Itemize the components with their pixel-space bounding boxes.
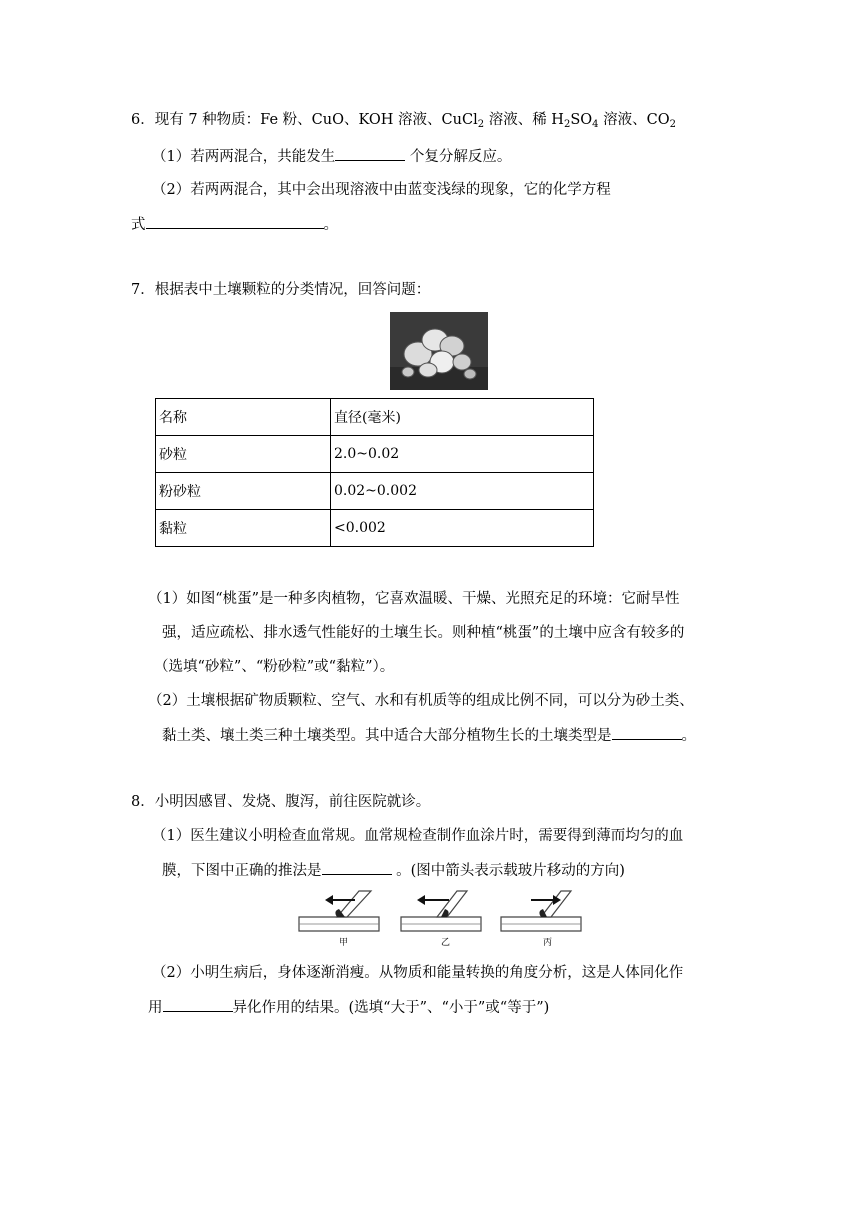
table-row bbox=[156, 473, 594, 510]
q6-part2-line2 bbox=[131, 214, 338, 235]
q8-part2-line2 bbox=[148, 997, 549, 1018]
q8-part2-text-post: 异化作用的结果。(选填“大于”、“小于”或“等于”) bbox=[232, 1000, 550, 1016]
q8-number: 8． bbox=[131, 794, 155, 810]
succulent-plant-photo bbox=[390, 312, 488, 390]
figure-label-yi: 乙 bbox=[441, 938, 451, 948]
slide-figure-bing bbox=[501, 891, 581, 948]
q6-stem-text-4: 溶液、CO bbox=[598, 112, 670, 128]
q6-part1-text-post: 个复分解反应。 bbox=[405, 149, 512, 165]
q7-number: 7． bbox=[131, 282, 155, 298]
q6-part2-text: 式 bbox=[131, 217, 146, 233]
q6-part1-answer-blank[interactable] bbox=[335, 146, 405, 161]
table-cell-name: 砂粒 bbox=[156, 436, 331, 473]
table-cell-name: 黏粒 bbox=[156, 510, 331, 547]
q8-part2-answer-blank[interactable] bbox=[163, 997, 233, 1012]
q8-stem-text: 小明因感冒、发烧、腹泻，前往医院就诊。 bbox=[154, 794, 431, 810]
q8-part1-text: 膜，下图中正确的推法是 bbox=[162, 863, 322, 879]
q6-part1 bbox=[152, 146, 511, 167]
figure-label-bing: 丙 bbox=[543, 938, 553, 948]
q7-part2-text-post: 。 bbox=[681, 728, 696, 744]
q6-part1-text: （1）若两两混合，共能发生 bbox=[152, 149, 336, 165]
slide-figure-yi bbox=[401, 891, 481, 948]
q7-stem bbox=[131, 280, 430, 300]
q6-part2-text-post: 。 bbox=[323, 217, 338, 233]
q7-part1-line3: （选填“砂粒”、“粉砂粒”或“黏粒”）。 bbox=[154, 659, 395, 675]
table-row bbox=[156, 510, 594, 547]
table-header-row bbox=[156, 399, 594, 436]
q7-part2-line2 bbox=[162, 725, 696, 746]
q6-stem-text-1: 现有 7 种物质：Fe 粉、CuO、KOH 溶液、CuCl bbox=[154, 112, 478, 128]
q6-stem-text-2: 溶液、稀 H bbox=[484, 112, 564, 128]
soil-particle-table bbox=[155, 398, 594, 547]
q6-part2-answer-blank[interactable] bbox=[146, 214, 324, 229]
q8-part1-line1: （1）医生建议小明检查血常规。血常规检查制作血涂片时，需要得到薄而均匀的血 bbox=[152, 828, 684, 844]
q7-part1-line1: （1）如图“桃蛋”是一种多肉植物，它喜欢温暖、干燥、光照充足的环境：它耐旱性 bbox=[148, 591, 680, 607]
slide-figure-jia bbox=[299, 891, 379, 948]
q7-part2-text: 黏土类、壤土类三种土壤类型。其中适合大部分植物生长的土壤类型是 bbox=[162, 728, 612, 744]
q7-stem-text: 根据表中土壤颗粒的分类情况，回答问题： bbox=[154, 282, 431, 298]
q7-part2-line1: （2）土壤根据矿物质颗粒、空气、水和有机质等的组成比例不同，可以分为砂土类、 bbox=[148, 693, 694, 709]
q6-sub-4: 2 bbox=[669, 119, 677, 130]
q6-sub-1: 2 bbox=[477, 119, 485, 130]
table-row bbox=[156, 436, 594, 473]
q7-part1-line2: 强，适应疏松、排水透气性能好的土壤生长。则种植“桃蛋”的土壤中应含有较多的 bbox=[162, 625, 685, 641]
q8-part2-line1: （2）小明生病后，身体逐渐消瘦。从物质和能量转换的角度分析，这是人体同化作 bbox=[152, 965, 684, 981]
q8-stem bbox=[131, 792, 430, 812]
q8-part1-text-post: 。(图中箭头表示载玻片移动的方向) bbox=[391, 863, 625, 879]
q6-stem bbox=[131, 110, 676, 130]
q6-sub-2: 2 bbox=[563, 119, 571, 130]
q7-part2-answer-blank[interactable] bbox=[612, 725, 682, 740]
q6-number: 6． bbox=[131, 112, 155, 128]
q8-part2-text: 用 bbox=[148, 1000, 163, 1016]
q8-part1-answer-blank[interactable] bbox=[322, 860, 392, 875]
q6-sub-3: 4 bbox=[592, 119, 599, 130]
table-cell-diameter: 2.0~0.02 bbox=[331, 436, 594, 473]
figure-label-jia: 甲 bbox=[339, 938, 349, 948]
table-cell-name: 粉砂粒 bbox=[156, 473, 331, 510]
blood-smear-figure bbox=[297, 887, 583, 949]
table-header-cell: 名称 bbox=[156, 399, 331, 436]
table-cell-diameter: <0.002 bbox=[331, 510, 594, 547]
table-header-cell: 直径(毫米) bbox=[331, 399, 594, 436]
q6-part2-line1: （2）若两两混合，其中会出现溶液中由蓝变浅绿的现象，它的化学方程 bbox=[152, 182, 611, 198]
table-cell-diameter: 0.02~0.002 bbox=[331, 473, 594, 510]
q6-stem-text-3: SO bbox=[570, 112, 593, 128]
q8-part1-line2 bbox=[162, 860, 625, 881]
